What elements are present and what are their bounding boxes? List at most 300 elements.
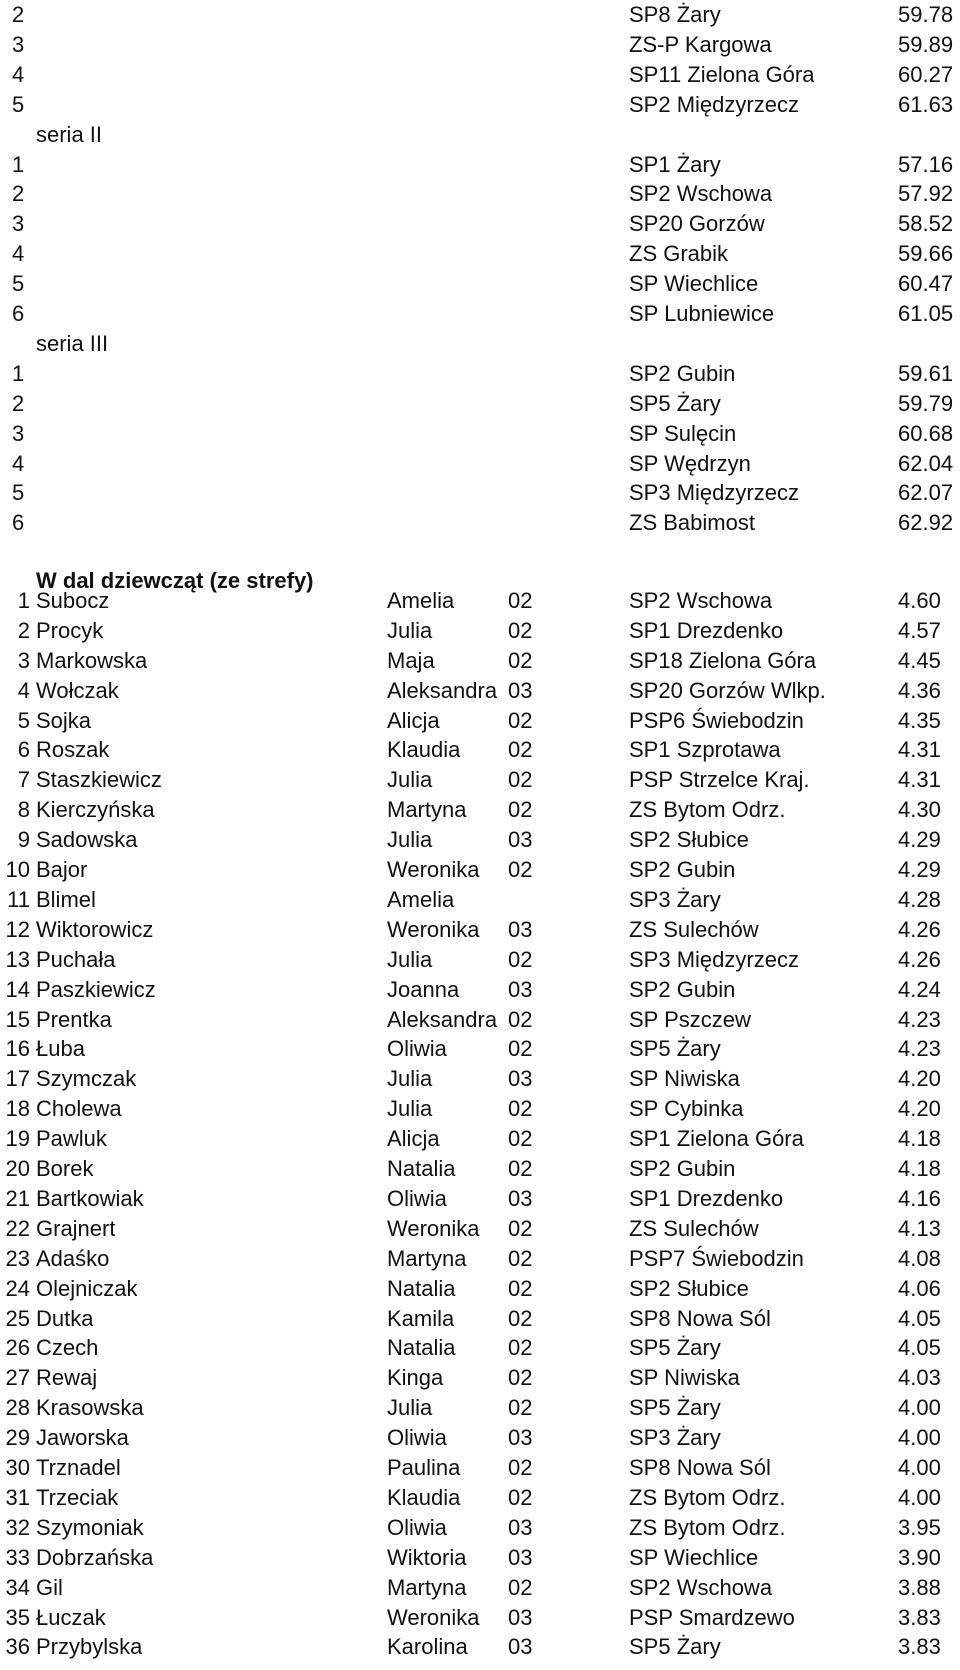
relay-time: 60.27 [898,61,954,87]
series-label [0,120,960,150]
relay-time: 62.07 [898,480,954,506]
relay-team: SP20 Gorzów [629,211,765,237]
relay-position: 1 [12,360,25,386]
school-name: SP2 Wschowa [629,1574,773,1600]
relay-time: 59.79 [898,390,954,416]
result-place: 4 [17,677,30,703]
table-row [0,1603,960,1633]
school-name: SP3 Żary [629,886,721,912]
athlete-first-name: Martyna [387,1245,467,1271]
athlete-first-name: Julia [387,827,433,853]
athlete-first-name: Martyna [387,797,467,823]
birth-year: 02 [508,1036,533,1062]
result-place: 33 [5,1544,30,1570]
table-row [0,1632,960,1662]
relay-time: 57.16 [898,151,954,177]
birth-year: 02 [508,1245,533,1271]
birth-year: 03 [508,976,533,1002]
athlete-first-name: Oliwia [387,1185,447,1211]
birth-year: 02 [508,1395,533,1421]
birth-year: 02 [508,1365,533,1391]
result-value: 4.00 [898,1425,941,1451]
result-value: 4.20 [898,1066,941,1092]
result-value: 3.83 [898,1604,941,1630]
result-value: 4.35 [898,707,941,733]
athlete-surname: Prentka [36,1006,112,1032]
result-place: 17 [5,1066,30,1092]
table-row [0,825,960,855]
birth-year: 03 [508,1544,533,1570]
result-place: 11 [7,886,30,912]
athlete-surname: Sadowska [36,827,138,853]
relay-team: SP Sulęcin [629,420,737,446]
birth-year: 03 [508,1185,533,1211]
table-row [0,795,960,825]
relay-position: 5 [12,271,25,297]
relay-team: ZS Grabik [629,241,729,267]
birth-year: 02 [508,1455,533,1480]
relay-team: SP Lubniewice [629,301,775,326]
result-place: 25 [5,1305,30,1331]
result-place: 3 [17,647,30,673]
result-place: 7 [17,767,30,793]
relay-position: 4 [12,61,25,87]
relay-time: 62.04 [898,450,954,476]
athlete-first-name: Natalia [387,1275,456,1301]
table-row [0,975,960,1005]
relay-position: 6 [12,301,25,326]
birth-year: 02 [508,1156,533,1181]
table-row [0,735,960,765]
relay-team: SP5 Żary [629,390,721,416]
athlete-first-name: Weronika [387,857,480,882]
athlete-first-name: Klaudia [387,737,461,763]
athlete-first-name: Weronika [387,1604,480,1630]
relay-row [0,508,960,538]
relay-position: 2 [12,181,25,207]
relay-team: SP8 Żary [629,2,721,27]
athlete-surname: Łuba [36,1036,85,1062]
relay-team: SP Wiechlice [629,271,759,297]
result-place: 14 [5,976,30,1002]
athlete-surname: Jaworska [36,1425,129,1451]
athlete-first-name: Weronika [387,1215,480,1241]
relay-time: 59.89 [898,31,954,57]
series-label-text: seria II [36,121,103,147]
relay-time: 60.68 [898,420,954,446]
table-row [0,586,960,616]
result-place: 13 [5,946,30,972]
result-place: 12 [5,916,30,942]
athlete-surname: Czech [36,1335,99,1361]
result-value: 4.60 [898,587,941,613]
school-name: SP18 Zielona Góra [629,647,817,673]
relay-row [0,269,960,299]
result-value: 4.13 [898,1215,941,1241]
table-row [0,676,960,706]
athlete-surname: Procyk [36,617,104,643]
birth-year: 03 [508,1066,533,1092]
table-row [0,616,960,646]
athlete-surname: Łuczak [36,1604,106,1630]
result-value: 3.88 [898,1574,941,1600]
relay-time: 57.92 [898,181,954,207]
result-place: 5 [17,707,30,733]
relay-position: 2 [12,2,25,27]
series-label [0,329,960,359]
athlete-first-name: Klaudia [387,1484,461,1510]
school-name: SP2 Gubin [629,857,736,882]
school-name: ZS Bytom Odrz. [629,1484,786,1510]
athlete-first-name: Julia [387,1395,433,1421]
relay-position: 2 [12,390,25,416]
table-row [0,1214,960,1244]
table-row [0,1573,960,1603]
school-name: SP2 Gubin [629,1156,736,1181]
school-name: SP5 Żary [629,1335,721,1361]
table-row [0,945,960,975]
relay-time: 61.63 [898,91,954,117]
athlete-surname: Szymoniak [36,1514,144,1540]
relay-position: 3 [12,31,25,57]
relay-time: 59.66 [898,241,954,267]
table-row [0,1543,960,1573]
school-name: SP Niwiska [629,1066,740,1092]
birth-year: 02 [508,946,533,972]
result-place: 19 [5,1126,30,1152]
relay-team: SP2 Gubin [629,360,736,386]
result-place: 30 [5,1455,30,1480]
relay-position: 5 [12,480,25,506]
school-name: ZS Sulechów [629,916,759,942]
athlete-first-name: Weronika [387,916,480,942]
school-name: SP20 Gorzów Wlkp. [629,677,826,703]
relay-time: 58.52 [898,211,954,237]
relay-position: 6 [12,510,25,536]
relay-row [0,209,960,239]
birth-year: 03 [508,1514,533,1540]
athlete-first-name: Maja [387,647,435,673]
birth-year: 02 [508,1305,533,1331]
athlete-surname: Cholewa [36,1096,122,1122]
result-place: 22 [5,1215,30,1241]
school-name: SP2 Gubin [629,976,736,1002]
school-name: PSP Strzelce Kraj. [629,767,810,793]
relay-team: SP3 Międzyrzecz [629,480,799,506]
athlete-first-name: Julia [387,1066,433,1092]
relay-row [0,359,960,389]
relay-time: 59.61 [898,360,954,386]
table-row [0,1304,960,1334]
birth-year: 02 [508,1096,533,1122]
result-value: 4.26 [898,946,941,972]
athlete-surname: Borek [36,1156,94,1181]
result-value: 4.05 [898,1305,941,1331]
athlete-surname: Gil [36,1574,63,1600]
table-row [0,915,960,945]
result-place: 1 [17,587,30,613]
birth-year: 02 [508,1574,533,1600]
result-value: 4.28 [898,886,941,912]
series-label-text: seria III [36,330,109,356]
table-row [0,1064,960,1094]
result-value: 4.08 [898,1245,941,1271]
result-place: 27 [5,1365,30,1391]
table-row [0,1483,960,1513]
school-name: SP8 Nowa Sól [629,1455,771,1480]
birth-year: 03 [508,1604,533,1630]
result-place: 6 [17,737,30,763]
result-place: 26 [5,1335,30,1361]
section-title: W dal dziewcząt (ze strefy) [36,568,314,593]
athlete-surname: Bartkowiak [36,1185,144,1211]
result-place: 23 [5,1245,30,1271]
relay-time: 60.47 [898,271,954,297]
school-name: PSP7 Świebodzin [629,1245,804,1271]
birth-year: 02 [508,1215,533,1241]
relay-team: SP2 Międzyrzecz [629,91,799,117]
athlete-surname: Paszkiewicz [36,976,156,1002]
birth-year: 02 [508,857,533,882]
relay-time: 61.05 [898,301,954,326]
birth-year: 03 [508,677,533,703]
athlete-first-name: Aleksandra [387,1006,498,1032]
athlete-first-name: Wiktoria [387,1544,467,1570]
table-row [0,1154,960,1184]
athlete-surname: Adaśko [36,1245,110,1271]
athlete-surname: Roszak [36,737,110,763]
athlete-first-name: Karolina [387,1634,468,1660]
athlete-first-name: Amelia [387,587,455,613]
table-row [0,1453,960,1483]
athlete-surname: Wołczak [36,677,119,703]
athlete-surname: Kierczyńska [36,797,155,823]
result-value: 3.83 [898,1634,941,1660]
result-value: 4.23 [898,1006,941,1032]
athlete-surname: Rewaj [36,1365,98,1391]
athlete-first-name: Julia [387,617,433,643]
athlete-first-name: Kinga [387,1365,444,1391]
school-name: SP Niwiska [629,1365,740,1391]
result-place: 10 [5,857,30,882]
school-name: SP5 Żary [629,1395,721,1421]
athlete-first-name: Aleksandra [387,677,498,703]
birth-year: 03 [508,1425,533,1451]
athlete-surname: Subocz [36,587,110,613]
result-value: 4.29 [898,857,941,882]
result-place: 21 [5,1185,30,1211]
athlete-surname: Blimel [36,886,96,912]
relay-position: 4 [12,241,25,267]
athlete-first-name: Oliwia [387,1514,447,1540]
relay-team: SP11 Zielona Góra [629,61,815,87]
birth-year: 02 [508,797,533,823]
athlete-surname: Pawluk [36,1126,107,1152]
result-place: 34 [5,1574,30,1600]
school-name: SP2 Słubice [629,1275,749,1301]
result-value: 4.00 [898,1455,941,1480]
birth-year: 02 [508,617,533,643]
birth-year: 03 [508,827,533,853]
school-name: SP3 Międzyrzecz [629,946,799,972]
table-row [0,1034,960,1064]
athlete-surname: Trzeciak [36,1484,119,1510]
result-place: 15 [5,1006,30,1032]
result-value: 4.16 [898,1185,941,1211]
result-value: 4.57 [898,617,941,643]
athlete-first-name: Kamila [387,1305,455,1331]
relay-team: ZS Babimost [629,510,755,536]
table-row [0,1333,960,1363]
relay-row [0,179,960,209]
result-place: 8 [17,797,30,823]
relay-time: 59.78 [898,2,954,27]
result-value: 4.05 [898,1335,941,1361]
athlete-surname: Markowska [36,647,148,673]
school-name: SP5 Żary [629,1036,721,1062]
table-row [0,1005,960,1035]
table-row [0,1244,960,1274]
athlete-surname: Dobrzańska [36,1544,154,1570]
table-row [0,1393,960,1423]
athlete-first-name: Natalia [387,1156,456,1181]
relay-row [0,0,960,30]
athlete-first-name: Julia [387,946,433,972]
result-value: 4.23 [898,1036,941,1062]
relay-row [0,90,960,120]
athlete-surname: Trznadel [36,1455,121,1480]
school-name: SP Cybinka [629,1096,744,1122]
athlete-surname: Przybylska [36,1634,143,1660]
athlete-first-name: Martyna [387,1574,467,1600]
school-name: PSP Smardzewo [629,1604,795,1630]
relay-row [0,299,960,329]
relay-position: 4 [12,450,25,476]
birth-year: 02 [508,737,533,763]
birth-year: 02 [508,1275,533,1301]
result-value: 4.00 [898,1395,941,1421]
athlete-first-name: Natalia [387,1335,456,1361]
athlete-first-name: Julia [387,1096,433,1122]
school-name: SP5 Żary [629,1634,721,1660]
result-value: 4.36 [898,677,941,703]
athlete-first-name: Amelia [387,886,455,912]
athlete-first-name: Julia [387,767,433,793]
school-name: SP1 Szprotawa [629,737,781,763]
school-name: SP1 Zielona Góra [629,1126,804,1152]
result-place: 16 [5,1036,30,1062]
relay-row [0,449,960,479]
table-row [0,1513,960,1543]
relay-row [0,478,960,508]
birth-year: 03 [508,1634,533,1660]
athlete-surname: Sojka [36,707,92,733]
result-value: 4.26 [898,916,941,942]
school-name: ZS Sulechów [629,1215,759,1241]
relay-position: 3 [12,211,25,237]
result-value: 4.06 [898,1275,941,1301]
table-row [0,1423,960,1453]
result-place: 18 [5,1096,30,1122]
table-row [0,1184,960,1214]
birth-year: 02 [508,767,533,793]
birth-year: 02 [508,1126,533,1152]
birth-year: 02 [508,1006,533,1032]
athlete-surname: Olejniczak [36,1275,138,1301]
athlete-first-name: Alicja [387,707,440,733]
result-value: 4.29 [898,827,941,853]
relay-row [0,389,960,419]
result-place: 24 [5,1275,30,1301]
athlete-first-name: Alicja [387,1126,440,1152]
relay-row [0,30,960,60]
school-name: SP1 Drezdenko [629,1185,784,1211]
school-name: SP2 Wschowa [629,587,773,613]
result-place: 2 [17,617,30,643]
result-place: 32 [5,1514,30,1540]
athlete-surname: Szymczak [36,1066,137,1092]
result-value: 4.20 [898,1096,941,1122]
result-value: 4.00 [898,1484,941,1510]
relay-position: 5 [12,91,25,117]
table-row [0,1363,960,1393]
result-value: 4.31 [898,737,941,763]
school-name: SP8 Nowa Sól [629,1305,771,1331]
athlete-surname: Grajnert [36,1215,116,1241]
relay-team: SP2 Wschowa [629,181,773,207]
birth-year: 02 [508,707,533,733]
athlete-surname: Wiktorowicz [36,916,154,942]
result-place: 28 [5,1395,30,1421]
table-row [0,855,960,885]
result-value: 3.95 [898,1514,941,1540]
school-name: SP Pszczew [629,1006,751,1032]
result-value: 4.18 [898,1126,941,1152]
result-value: 4.03 [898,1365,941,1391]
table-row [0,1274,960,1304]
table-row [0,765,960,795]
table-row [0,646,960,676]
school-name: SP1 Drezdenko [629,617,784,643]
relay-row [0,150,960,180]
table-row [0,1124,960,1154]
relay-row [0,60,960,90]
relay-team: ZS-P Kargowa [629,31,772,57]
relay-row [0,239,960,269]
school-name: SP Wiechlice [629,1544,759,1570]
relay-time: 62.92 [898,510,954,536]
result-value: 3.90 [898,1544,941,1570]
table-row [0,1094,960,1124]
relay-position: 1 [12,151,25,177]
result-place: 9 [17,827,30,853]
result-value: 4.31 [898,767,941,793]
school-name: SP2 Słubice [629,827,749,853]
relay-team: SP1 Żary [629,151,721,177]
result-value: 4.45 [898,647,941,673]
result-place: 36 [5,1634,30,1660]
athlete-first-name: Oliwia [387,1425,447,1451]
result-value: 4.24 [898,976,941,1002]
school-name: ZS Bytom Odrz. [629,1514,786,1540]
birth-year: 02 [508,587,533,613]
result-place: 31 [5,1484,30,1510]
result-place: 35 [5,1604,30,1630]
school-name: ZS Bytom Odrz. [629,797,786,823]
athlete-first-name: Oliwia [387,1036,447,1062]
school-name: PSP6 Świebodzin [629,707,804,733]
table-row [0,706,960,736]
